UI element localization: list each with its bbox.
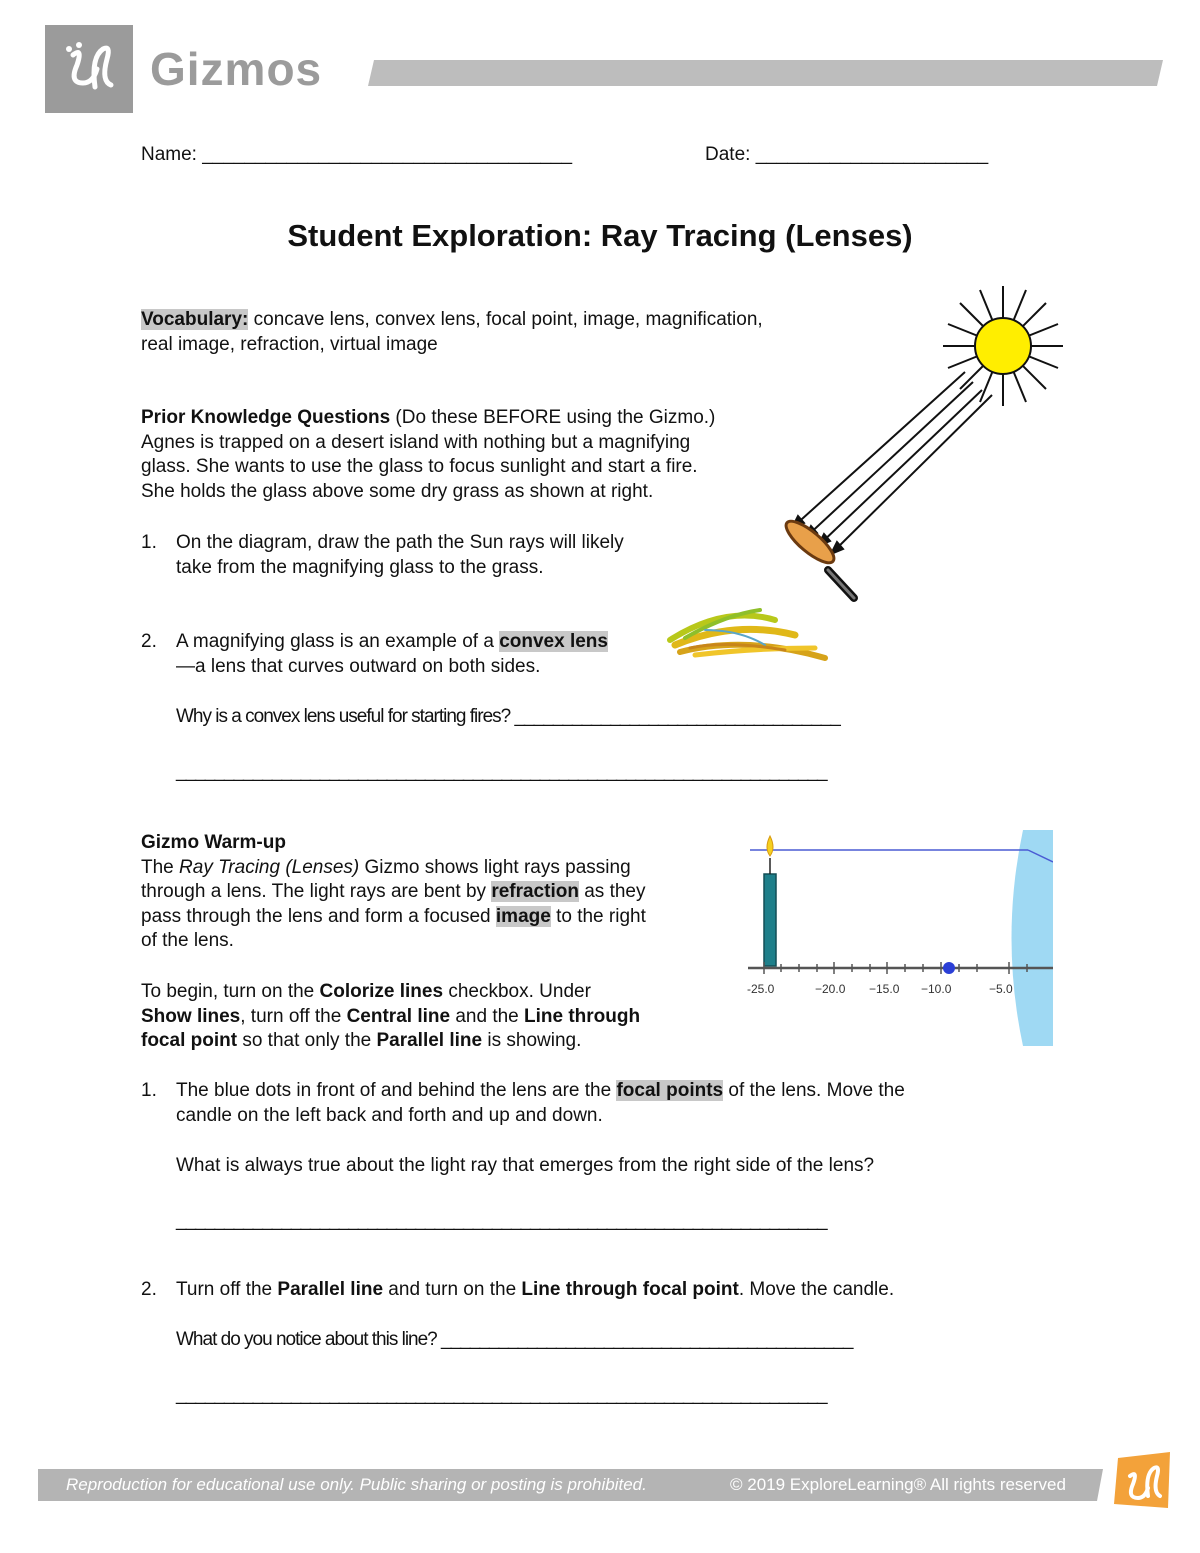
warmup-q1-answer-line: ____________________________________________________________________ xyxy=(176,1210,827,1231)
axis-tick-label: −10.0 xyxy=(921,982,952,996)
warmup-p1-line4: of the lens. xyxy=(141,930,234,951)
prior-q2 xyxy=(176,630,608,679)
warmup-instructions xyxy=(141,980,731,1054)
warmup-q2 xyxy=(176,1278,1056,1303)
vocabulary-line2: real image, refraction, virtual image xyxy=(141,333,438,355)
prior-line3: She holds the glass above some dry grass as shown at right. xyxy=(141,480,654,502)
convex-lens-term: convex lens xyxy=(499,631,608,652)
axis-tick-label: −5.0 xyxy=(989,982,1013,996)
sun-rays xyxy=(792,372,992,554)
footer-notice: Reproduction for educational use only. Public sharing or posting is prohibited. xyxy=(66,1475,647,1494)
warmup-p1-a: The xyxy=(141,856,180,878)
warmup-q1-ask: What is always true about the light ray that emerges from the right side of the lens? xyxy=(176,1155,875,1176)
warmup-p1-line3: pass through the lens and form a focused xyxy=(141,905,496,927)
prior-q2-number: 2. xyxy=(141,631,157,652)
gizmo-name: Ray Tracing (Lenses) xyxy=(179,856,360,878)
brand-title: Gizmos xyxy=(150,43,323,95)
footer-copyright: © 2019 ExploreLearning® All rights reserved xyxy=(730,1475,1066,1494)
el-logo-icon xyxy=(45,25,133,113)
vocabulary-label: Vocabulary: xyxy=(141,309,249,330)
vocabulary xyxy=(141,308,871,357)
sun-magnifier-illustration xyxy=(770,280,1080,610)
warmup-p1-line3b: to the right xyxy=(550,905,646,927)
footer-el-logo-icon xyxy=(1110,1448,1176,1514)
warmup-p1-b: Gizmo shows light rays passing xyxy=(359,856,631,878)
warmup-p1-line2b: as they xyxy=(578,881,646,902)
name-field-label: Name: ___________________________________ xyxy=(141,144,573,165)
page-title: Student Exploration: Ray Tracing (Lenses) xyxy=(287,218,913,253)
prior-q2-answer-line: ____________________________________________________________________ xyxy=(176,761,827,782)
prior-knowledge xyxy=(141,406,801,504)
focal-points-term: focal points xyxy=(616,1080,724,1101)
sun-icon xyxy=(943,286,1063,406)
gizmo-lens-screenshot xyxy=(745,830,1053,1048)
warmup-q1-number: 1. xyxy=(141,1080,157,1101)
axis-tick-label: -25.0 xyxy=(747,982,775,996)
prior-line1: Agnes is trapped on a desert island with nothing but a magnifying xyxy=(141,431,691,453)
warmup-q2-a: Turn off the xyxy=(176,1279,278,1300)
parallel-line-term-2: Parallel line xyxy=(277,1279,384,1300)
warmup-p2-g: is showing. xyxy=(482,1030,582,1051)
prior-q1-number: 1. xyxy=(141,532,157,553)
prior-q1-line2: take from the magnifying glass to the grass. xyxy=(176,556,544,578)
warmup-q2-c: and turn on the xyxy=(383,1279,522,1300)
prior-line2: glass. She wants to use the glass to focus sunlight and start a fire. xyxy=(141,456,698,477)
date-field-label: Date: ______________________ xyxy=(705,144,989,165)
warmup-q2-number: 2. xyxy=(141,1279,157,1300)
explorelearning-logo xyxy=(45,25,133,113)
warmup-q1 xyxy=(176,1079,1056,1128)
warmup-q2-d: . Move the candle. xyxy=(738,1279,895,1300)
candle-icon xyxy=(764,836,776,966)
prior-q1 xyxy=(176,531,624,580)
dry-grass-illustration xyxy=(665,600,835,670)
prior-heading-note: (Do these BEFORE using the Gizmo.) xyxy=(390,407,716,428)
warmup-q1-a: The blue dots in front of and behind the lens are the xyxy=(176,1080,617,1101)
axis-tick-label: −15.0 xyxy=(869,982,900,996)
warmup-q2-answer-line: ____________________________________________________________________ xyxy=(176,1384,827,1405)
image-term: image xyxy=(495,905,551,927)
warmup-heading: Gizmo Warm-up xyxy=(141,832,286,853)
warmup-p2-a: To begin, turn on the xyxy=(141,981,320,1002)
prior-q2-pre: A magnifying glass is an example of a xyxy=(176,631,500,652)
line-through-focal-point-term: Line through focal point xyxy=(521,1279,739,1300)
focal-point-dot xyxy=(943,962,955,974)
focal-point-term: focal point xyxy=(141,1030,238,1051)
header-bar xyxy=(368,60,1163,86)
warmup-p2-e: and the xyxy=(450,1005,525,1027)
warmup-p2-f: so that only the xyxy=(237,1030,377,1051)
warmup-q2-ask: What do you notice about this line? ___________________________________________ xyxy=(176,1329,853,1350)
warmup-p2-c: checkbox. Under xyxy=(443,981,591,1002)
refraction-term: refraction xyxy=(491,881,579,902)
warmup-q1-b: of the lens. Move the xyxy=(723,1080,905,1101)
line-through-term: Line through xyxy=(524,1005,641,1027)
prior-q2-line2: —a lens that curves outward on both sides. xyxy=(176,655,541,677)
lens-shape xyxy=(1012,830,1054,1046)
prior-heading: Prior Knowledge Questions xyxy=(141,407,391,428)
prior-q1-line1: On the diagram, draw the path the Sun rays will likely xyxy=(176,532,624,553)
vocabulary-line1: concave lens, convex lens, focal point, image, magnification, xyxy=(248,309,763,330)
central-line-term: Central line xyxy=(346,1005,451,1027)
warmup-p2-d: , turn off the xyxy=(240,1005,347,1027)
parallel-line-term: Parallel line xyxy=(376,1030,483,1051)
show-lines-term: Show lines xyxy=(141,1005,241,1027)
prior-q2-why: Why is a convex lens useful for starting fires? __________________________________ xyxy=(176,706,840,727)
warmup-intro xyxy=(141,831,731,954)
warmup-q1-line2: candle on the left back and forth and up and down. xyxy=(176,1104,603,1126)
warmup-p1-line2: through a lens. The light rays are bent by xyxy=(141,881,492,902)
colorize-lines-term: Colorize lines xyxy=(319,981,444,1002)
axis-tick-label: −20.0 xyxy=(815,982,846,996)
